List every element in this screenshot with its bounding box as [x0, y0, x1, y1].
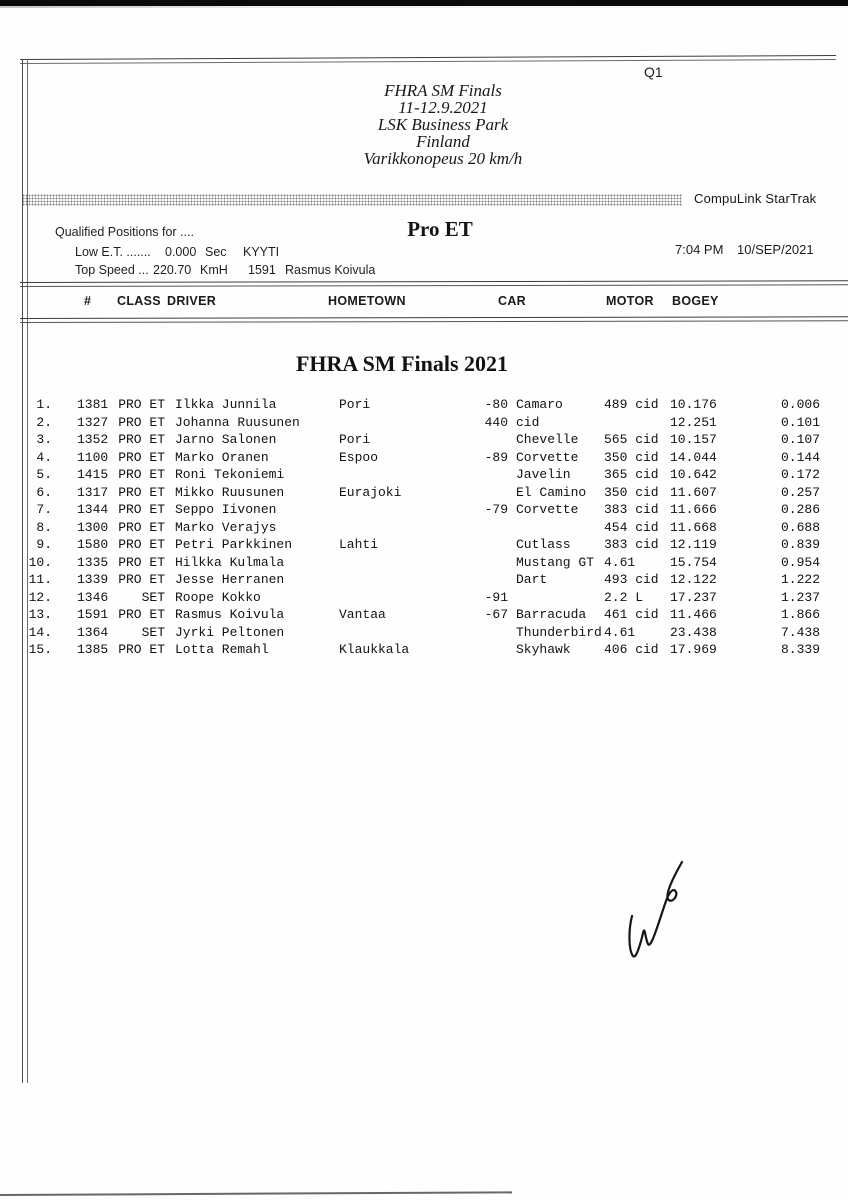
- row-car-number: 1381: [77, 397, 109, 412]
- top-speed-label: Top Speed ...: [75, 263, 149, 277]
- row-position: 1.: [36, 397, 52, 412]
- row-car-number: 1346: [77, 589, 109, 605]
- printed-date: 10/SEP/2021: [737, 242, 814, 257]
- row-motor: 565 cid: [604, 432, 659, 447]
- table-row: [0, 519, 848, 537]
- row-driver: Seppo Iivonen: [175, 502, 277, 517]
- row-motor: 350 cid: [604, 484, 659, 500]
- top-speed-holder: Rasmus Koivula: [285, 263, 376, 277]
- row-class: PRO ET: [118, 607, 165, 622]
- column-header-hometown: HOMETOWN: [328, 294, 406, 308]
- table-row: [0, 589, 848, 607]
- timing-system-brand: CompuLink StarTrak: [694, 191, 817, 206]
- row-position: 12.: [28, 589, 52, 605]
- row-driver: Rasmus Koivula: [175, 607, 285, 622]
- row-hometown: Vantaa: [339, 607, 386, 622]
- row-diff: 0.144: [780, 449, 820, 465]
- row-hometown: Klaukkala: [339, 642, 410, 657]
- row-diff: 0.954: [780, 554, 820, 570]
- row-class: SET: [141, 589, 165, 605]
- row-driver: Jarno Salonen: [175, 432, 277, 447]
- row-car-number: 1335: [77, 554, 109, 570]
- column-header-class: CLASS: [117, 294, 161, 308]
- row-diff: 1.222: [780, 572, 820, 587]
- row-car-year: 440: [484, 414, 508, 430]
- row-driver: Ilkka Junnila: [175, 397, 277, 412]
- row-position: 11.: [28, 572, 52, 587]
- table-row: [0, 396, 848, 414]
- row-class: PRO ET: [118, 467, 165, 482]
- event-paddock-speed: Varikkonopeus 20 km/h: [363, 149, 523, 168]
- row-driver: Lotta Remahl: [175, 642, 269, 657]
- event-venue: LSK Business Park: [377, 115, 509, 134]
- row-diff: 0.257: [780, 484, 820, 500]
- page-top-rule: [20, 55, 836, 64]
- table-row: [0, 606, 848, 624]
- row-car-number: 1100: [77, 449, 109, 465]
- row-class: SET: [141, 624, 165, 640]
- row-driver: Roni Tekoniemi: [175, 467, 285, 482]
- low-et-label: Low E.T. .......: [75, 245, 151, 259]
- row-class: PRO ET: [118, 519, 165, 535]
- event-header: [243, 82, 643, 167]
- row-class: PRO ET: [118, 554, 165, 570]
- row-position: 14.: [28, 624, 52, 640]
- row-car-model: Cutlass: [516, 537, 571, 552]
- table-row: [0, 414, 848, 432]
- row-car-year: -79: [484, 502, 508, 517]
- row-motor: 493 cid: [604, 572, 659, 587]
- table-row: [0, 641, 848, 659]
- row-driver: Roope Kokko: [175, 589, 261, 605]
- row-diff: 0.101: [780, 414, 820, 430]
- row-car-model: Dart: [516, 572, 548, 587]
- qualified-positions-label: Qualified Positions for ....: [55, 225, 194, 239]
- table-row: [0, 431, 848, 449]
- row-car-model: Chevelle: [516, 432, 579, 447]
- row-driver: Mikko Ruusunen: [175, 484, 285, 500]
- row-car-model: Skyhawk: [516, 642, 571, 657]
- scan-bottom-edge-artifact: [0, 1191, 512, 1196]
- row-bogey: 15.754: [670, 554, 717, 570]
- row-diff: 7.438: [780, 624, 820, 640]
- row-motor: 383 cid: [604, 502, 659, 517]
- row-diff: 0.688: [780, 519, 820, 535]
- row-position: 15.: [28, 642, 52, 657]
- column-header-car: CAR: [498, 294, 526, 308]
- row-car-model: Mustang GT: [516, 554, 595, 570]
- row-class: PRO ET: [118, 397, 165, 412]
- row-car-number: 1300: [77, 519, 109, 535]
- row-car-model: Camaro: [516, 397, 563, 412]
- row-driver: Hilkka Kulmala: [175, 554, 285, 570]
- halftone-separator-band: [22, 194, 682, 206]
- column-header-driver: DRIVER: [167, 294, 217, 308]
- handwritten-signature: [616, 854, 700, 968]
- row-car-number: 1317: [77, 484, 109, 500]
- row-position: 7.: [36, 502, 52, 517]
- row-diff: 0.006: [780, 397, 820, 412]
- row-hometown: Pori: [339, 432, 371, 447]
- row-bogey: 11.607: [670, 484, 717, 500]
- row-car-number: 1415: [77, 467, 109, 482]
- row-motor: 461 cid: [604, 607, 659, 622]
- event-dates: 11-12.9.2021: [398, 98, 488, 117]
- row-bogey: 10.642: [670, 467, 717, 482]
- row-bogey: 10.157: [670, 432, 717, 447]
- row-car-model: Thunderbird: [516, 624, 602, 640]
- row-car-year: -89: [484, 449, 508, 465]
- row-class: PRO ET: [118, 572, 165, 587]
- row-motor: 350 cid: [604, 449, 659, 465]
- round-label: Q1: [644, 64, 663, 80]
- row-car-model: El Camino: [516, 484, 587, 500]
- row-hometown: Espoo: [339, 449, 379, 465]
- low-et-holder: KYYTI: [243, 245, 280, 259]
- table-row: [0, 571, 848, 589]
- row-position: 5.: [36, 467, 52, 482]
- row-class: PRO ET: [118, 432, 165, 447]
- column-header-motor: MOTOR: [606, 294, 654, 308]
- row-position: 9.: [36, 537, 52, 552]
- low-et-unit: Sec: [205, 245, 227, 259]
- low-et-value: 0.000: [165, 245, 197, 259]
- row-car-model: Barracuda: [516, 607, 587, 622]
- row-bogey: 17.969: [670, 642, 717, 657]
- table-row: [0, 449, 848, 467]
- row-position: 4.: [36, 449, 52, 465]
- row-car-number: 1580: [77, 537, 109, 552]
- table-row: [0, 554, 848, 572]
- column-header-position: #: [84, 294, 92, 308]
- row-car-year: -67: [484, 607, 508, 622]
- top-speed-unit: KmH: [200, 263, 228, 277]
- row-position: 6.: [36, 484, 52, 500]
- row-car-number: 1364: [77, 624, 109, 640]
- row-bogey: 14.044: [670, 449, 717, 465]
- row-bogey: 10.176: [670, 397, 717, 412]
- row-motor: 406 cid: [604, 642, 659, 657]
- row-position: 2.: [36, 414, 52, 430]
- row-driver: Jesse Herranen: [175, 572, 285, 587]
- row-motor: 365 cid: [604, 467, 659, 482]
- row-diff: 1.866: [780, 607, 820, 622]
- row-class: PRO ET: [118, 502, 165, 517]
- row-diff: 0.286: [780, 502, 820, 517]
- row-driver: Marko Verajys: [175, 519, 277, 535]
- row-driver: Jyrki Peltonen: [175, 624, 285, 640]
- row-position: 10.: [28, 554, 52, 570]
- row-car-number: 1344: [77, 502, 109, 517]
- row-diff: 0.107: [780, 432, 820, 447]
- row-diff: 0.172: [780, 467, 820, 482]
- row-bogey: 12.251: [670, 414, 717, 430]
- table-row: [0, 466, 848, 484]
- row-car-model: Corvette: [516, 502, 579, 517]
- row-motor: 2.2 L: [604, 589, 644, 605]
- row-car-year: -91: [484, 589, 508, 605]
- row-car-model: cid: [516, 414, 540, 430]
- row-motor: 489 cid: [604, 397, 659, 412]
- event-name: FHRA SM Finals: [384, 81, 502, 100]
- event-country: Finland: [416, 132, 470, 151]
- row-class: PRO ET: [118, 449, 165, 465]
- row-bogey: 11.668: [670, 519, 717, 535]
- row-car-number: 1327: [77, 414, 109, 430]
- row-class: PRO ET: [118, 642, 165, 657]
- row-position: 8.: [36, 519, 52, 535]
- table-row: [0, 484, 848, 502]
- row-diff: 1.237: [780, 589, 820, 605]
- table-row: [0, 624, 848, 642]
- row-car-number: 1385: [77, 642, 109, 657]
- row-bogey: 12.119: [670, 537, 717, 552]
- row-position: 3.: [36, 432, 52, 447]
- row-motor: 454 cid: [604, 519, 659, 535]
- row-car-number: 1352: [77, 432, 109, 447]
- printed-time: 7:04 PM: [675, 242, 724, 257]
- row-car-number: 1339: [77, 572, 109, 587]
- row-car-model: Javelin: [516, 467, 571, 482]
- table-row: [0, 501, 848, 519]
- row-bogey: 11.666: [670, 502, 717, 517]
- scan-top-edge-artifact: [0, 0, 848, 6]
- top-speed-value: 220.70: [153, 263, 192, 277]
- header-bottom-rule: [20, 316, 848, 322]
- row-hometown: Eurajoki: [339, 484, 402, 500]
- row-car-model: Corvette: [516, 449, 579, 465]
- row-car-year: -80: [484, 397, 508, 412]
- row-bogey: 17.237: [670, 589, 717, 605]
- table-row: [0, 536, 848, 554]
- row-bogey: 12.122: [670, 572, 717, 587]
- row-driver: Johanna Ruusunen: [175, 414, 300, 430]
- row-car-number: 1591: [77, 607, 109, 622]
- row-motor: 4.61: [604, 554, 636, 570]
- results-title: FHRA SM Finals 2021: [295, 351, 509, 376]
- column-header-bogey: BOGEY: [672, 294, 719, 308]
- class-title: Pro ET: [407, 217, 473, 241]
- row-bogey: 11.466: [670, 607, 717, 622]
- top-speed-car-number: 1591: [248, 263, 276, 277]
- row-driver: Petri Parkkinen: [175, 537, 293, 552]
- row-diff: 8.339: [780, 642, 820, 657]
- row-hometown: Lahti: [339, 537, 379, 552]
- row-driver: Marko Oranen: [175, 449, 269, 465]
- row-motor: 383 cid: [604, 537, 659, 552]
- row-diff: 0.839: [780, 537, 820, 552]
- row-hometown: Pori: [339, 397, 371, 412]
- header-top-rule: [20, 280, 848, 286]
- row-motor: 4.61: [604, 624, 636, 640]
- row-class: PRO ET: [118, 414, 165, 430]
- row-bogey: 23.438: [670, 624, 717, 640]
- row-class: PRO ET: [118, 537, 165, 552]
- row-class: PRO ET: [118, 484, 165, 500]
- row-position: 13.: [28, 607, 52, 622]
